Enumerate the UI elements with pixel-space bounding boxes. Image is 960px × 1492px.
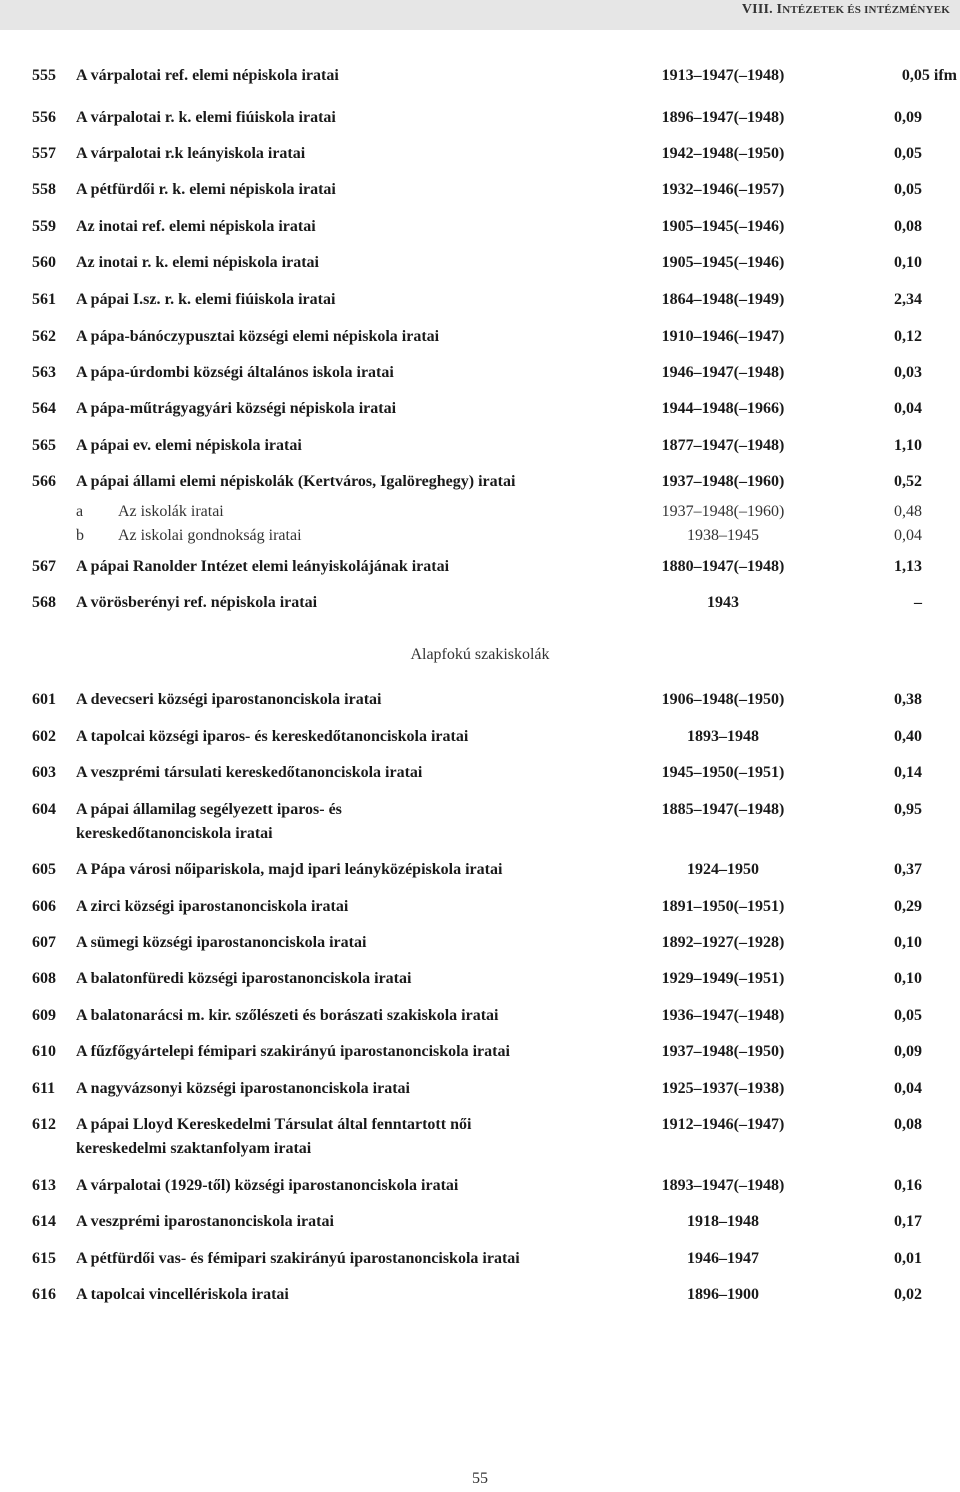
entry-volume: 1,10 [894, 437, 922, 454]
entry-number: 563 [32, 364, 56, 381]
entry-years: 1944–1948(–1966) [661, 400, 785, 417]
entry-title: A pápai Lloyd Kereskedelmi Társulat által fenntartott női kereskedelmi szaktanfolyam iratai [76, 1116, 472, 1157]
entry-volume: 0,08 [894, 218, 922, 235]
entry-number: 555 [32, 67, 56, 84]
entry-title: A balatonarácsi m. kir. szőlészeti és borászati szakiskola iratai [76, 1007, 499, 1024]
entry-years: 1943 [707, 594, 739, 611]
entry-number: 564 [32, 400, 56, 417]
entry-volume: 0,04 [894, 400, 922, 417]
entry-volume: 0,29 [894, 898, 922, 915]
entry-volume: 0,09 [894, 1043, 922, 1060]
entry-number: 609 [32, 1007, 56, 1024]
entry-years: 1942–1948(–1950) [661, 145, 785, 162]
sub-years: 1938–1945 [687, 527, 759, 544]
entry-title: A várpalotai r. k. elemi fiúiskola iratai [76, 109, 336, 126]
entry-volume: – [914, 594, 922, 611]
entry-volume: 0,40 [894, 728, 922, 745]
entry-title: A pápa-műtrágyagyári községi népiskola iratai [76, 400, 397, 417]
sub-years: 1937–1948(–1960) [661, 503, 785, 520]
sub-title: Az iskolák iratai [118, 503, 224, 520]
entry-years: 1924–1950 [687, 861, 759, 878]
entry-title: Az inotai r. k. elemi népiskola iratai [76, 254, 319, 271]
entry-volume: 0,10 [894, 254, 922, 271]
entry-title: A nagyvázsonyi községi iparostanonciskola iratai [76, 1080, 410, 1097]
entry-volume: 1,13 [894, 558, 922, 575]
entry-volume: 0,08 [894, 1116, 922, 1133]
entry-title: A várpalotai r.k leányiskola iratai [76, 145, 306, 162]
entry-volume: 0,52 [894, 473, 922, 490]
entry-years: 1885–1947(–1948) [661, 801, 785, 818]
entry-years: 1946–1947(–1948) [661, 364, 785, 381]
entry-years: 1893–1947(–1948) [661, 1177, 785, 1194]
entry-title: A Pápa városi nőipariskola, majd ipari leányközépiskola iratai [76, 861, 503, 878]
entry-years: 1925–1937(–1938) [661, 1080, 785, 1097]
entry-volume: 0,38 [894, 691, 922, 708]
entry-number: 561 [32, 291, 56, 308]
entry-years: 1877–1947(–1948) [661, 437, 785, 454]
entry-volume: 2,34 [894, 291, 922, 308]
entry-years: 1905–1945(–1946) [661, 218, 785, 235]
entry-number: 613 [32, 1177, 56, 1194]
entry-title: A pápai I.sz. r. k. elemi fiúiskola iratai [76, 291, 336, 308]
entry-number: 565 [32, 437, 56, 454]
entry-years: 1880–1947(–1948) [661, 558, 785, 575]
entry-volume: 0,04 [894, 1080, 922, 1097]
entry-number: 616 [32, 1286, 56, 1303]
entry-volume: 0,17 [894, 1213, 922, 1230]
entry-title: A veszprémi iparostanonciskola iratai [76, 1213, 334, 1230]
entry-number: 611 [32, 1080, 56, 1097]
entry-years: 1918–1948 [687, 1213, 759, 1230]
entry-volume: 0,10 [894, 970, 922, 987]
sub-volume: 0,04 [894, 527, 922, 544]
entry-number: 608 [32, 970, 56, 987]
entry-years: 1896–1900 [687, 1286, 759, 1303]
entry-title: A pétfürdői vas- és fémipari szakirányú iparostanonciskola iratai [76, 1250, 520, 1267]
entry-number: 560 [32, 254, 56, 271]
entry-title: A fűzfőgyártelepi fémipari szakirányú iparostanonciskola iratai [76, 1043, 510, 1060]
entry-number: 612 [32, 1116, 56, 1133]
entry-years: 1945–1950(–1951) [661, 764, 785, 781]
entry-years: 1910–1946(–1947) [661, 328, 785, 345]
entry-volume: 0,95 [894, 801, 922, 818]
entry-title: A pétfürdői r. k. elemi népiskola iratai [76, 181, 336, 198]
entry-title: Az inotai ref. elemi népiskola iratai [76, 218, 316, 235]
entry-title: A vörösberényi ref. népiskola iratai [76, 594, 318, 611]
entry-years: 1906–1948(–1950) [661, 691, 785, 708]
entry-volume: 0,37 [894, 861, 922, 878]
entry-volume: 0,02 [894, 1286, 922, 1303]
entry-years: 1912–1946(–1947) [661, 1116, 785, 1133]
entry-years: 1905–1945(–1946) [661, 254, 785, 271]
entry-volume: 0,16 [894, 1177, 922, 1194]
entry-volume: 0,10 [894, 934, 922, 951]
entry-title: A pápai Ranolder Intézet elemi leányiskolájának iratai [76, 558, 450, 575]
entry-volume: 0,12 [894, 328, 922, 345]
entry-title: A pápa-bánóczypusztai községi elemi népiskola iratai [76, 328, 440, 345]
entry-number: 566 [32, 473, 56, 490]
entry-number: 557 [32, 145, 56, 162]
entry-title: A pápai állami elemi népiskolák (Kertváros, Igalöreghegy) iratai [76, 473, 516, 490]
entry-title: A tapolcai vincellériskola iratai [76, 1286, 289, 1303]
entry-years: 1893–1948 [687, 728, 759, 745]
entry-years: 1864–1948(–1949) [661, 291, 785, 308]
entry-number: 614 [32, 1213, 56, 1230]
sub-title: Az iskolai gondnokság iratai [118, 527, 302, 544]
entry-number: 604 [32, 801, 56, 818]
entry-volume: 0,03 [894, 364, 922, 381]
entry-years: 1937–1948(–1960) [661, 473, 785, 490]
entry-title: A pápai ev. elemi népiskola iratai [76, 437, 302, 454]
entry-number: 558 [32, 181, 56, 198]
entry-title: A pápa-úrdombi községi általános iskola iratai [76, 364, 394, 381]
sub-volume: 0,48 [894, 503, 922, 520]
entry-title: A balatonfüredi községi iparostanonciskola iratai [76, 970, 412, 987]
entry-title: A várpalotai (1929-től) községi iparostanonciskola iratai [76, 1177, 459, 1194]
entry-years: 1892–1927(–1928) [661, 934, 785, 951]
entry-number: 556 [32, 109, 56, 126]
section-heading: Alapfokú szakiskolák [410, 646, 550, 663]
entry-number: 605 [32, 861, 56, 878]
entry-number: 606 [32, 898, 56, 915]
entry-title: A tapolcai községi iparos- és kereskedőtanonciskola iratai [76, 728, 469, 745]
entry-number: 607 [32, 934, 56, 951]
entry-volume: 0,05 ifm [901, 67, 957, 84]
entry-volume: 0,01 [894, 1250, 922, 1267]
entry-volume: 0,05 [894, 145, 922, 162]
entry-title: A devecseri községi iparostanonciskola iratai [76, 691, 382, 708]
entry-number: 610 [32, 1043, 56, 1060]
page-number: 55 [472, 1470, 488, 1487]
entry-years: 1932–1946(–1957) [661, 181, 785, 198]
entry-title: A várpalotai ref. elemi népiskola iratai [76, 67, 339, 84]
sub-letter: a [76, 503, 84, 520]
entry-volume: 0,09 [894, 109, 922, 126]
entry-number: 603 [32, 764, 56, 781]
entry-number: 567 [32, 558, 56, 575]
entry-title: A zirci községi iparostanonciskola iratai [76, 898, 349, 915]
entry-title: A pápai államilag segélyezett iparos- és kereskedőtanonciskola iratai [76, 801, 342, 842]
entry-years: 1891–1950(–1951) [661, 898, 785, 915]
entry-title: A sümegi községi iparostanonciskola iratai [76, 934, 367, 951]
entry-title: A veszprémi társulati kereskedőtanonciskola iratai [76, 764, 423, 781]
entry-years: 1936–1947(–1948) [661, 1007, 785, 1024]
entry-number: 615 [32, 1250, 56, 1267]
entry-years: 1937–1948(–1950) [661, 1043, 785, 1060]
entry-volume: 0,05 [894, 1007, 922, 1024]
entry-number: 559 [32, 218, 56, 235]
entry-number: 602 [32, 728, 56, 745]
header-title: VIII. INTÉZETEK ÉS INTÉZMÉNYEK [741, 2, 950, 17]
entry-years: 1896–1947(–1948) [661, 109, 785, 126]
entry-volume: 0,05 [894, 181, 922, 198]
entry-number: 568 [32, 594, 56, 611]
sub-letter: b [76, 527, 84, 544]
entry-number: 601 [32, 691, 56, 708]
entry-years: 1946–1947 [687, 1250, 759, 1267]
entry-years: 1913–1947(–1948) [661, 67, 785, 84]
entry-volume: 0,14 [894, 764, 922, 781]
entry-number: 562 [32, 328, 56, 345]
entry-years: 1929–1949(–1951) [661, 970, 785, 987]
